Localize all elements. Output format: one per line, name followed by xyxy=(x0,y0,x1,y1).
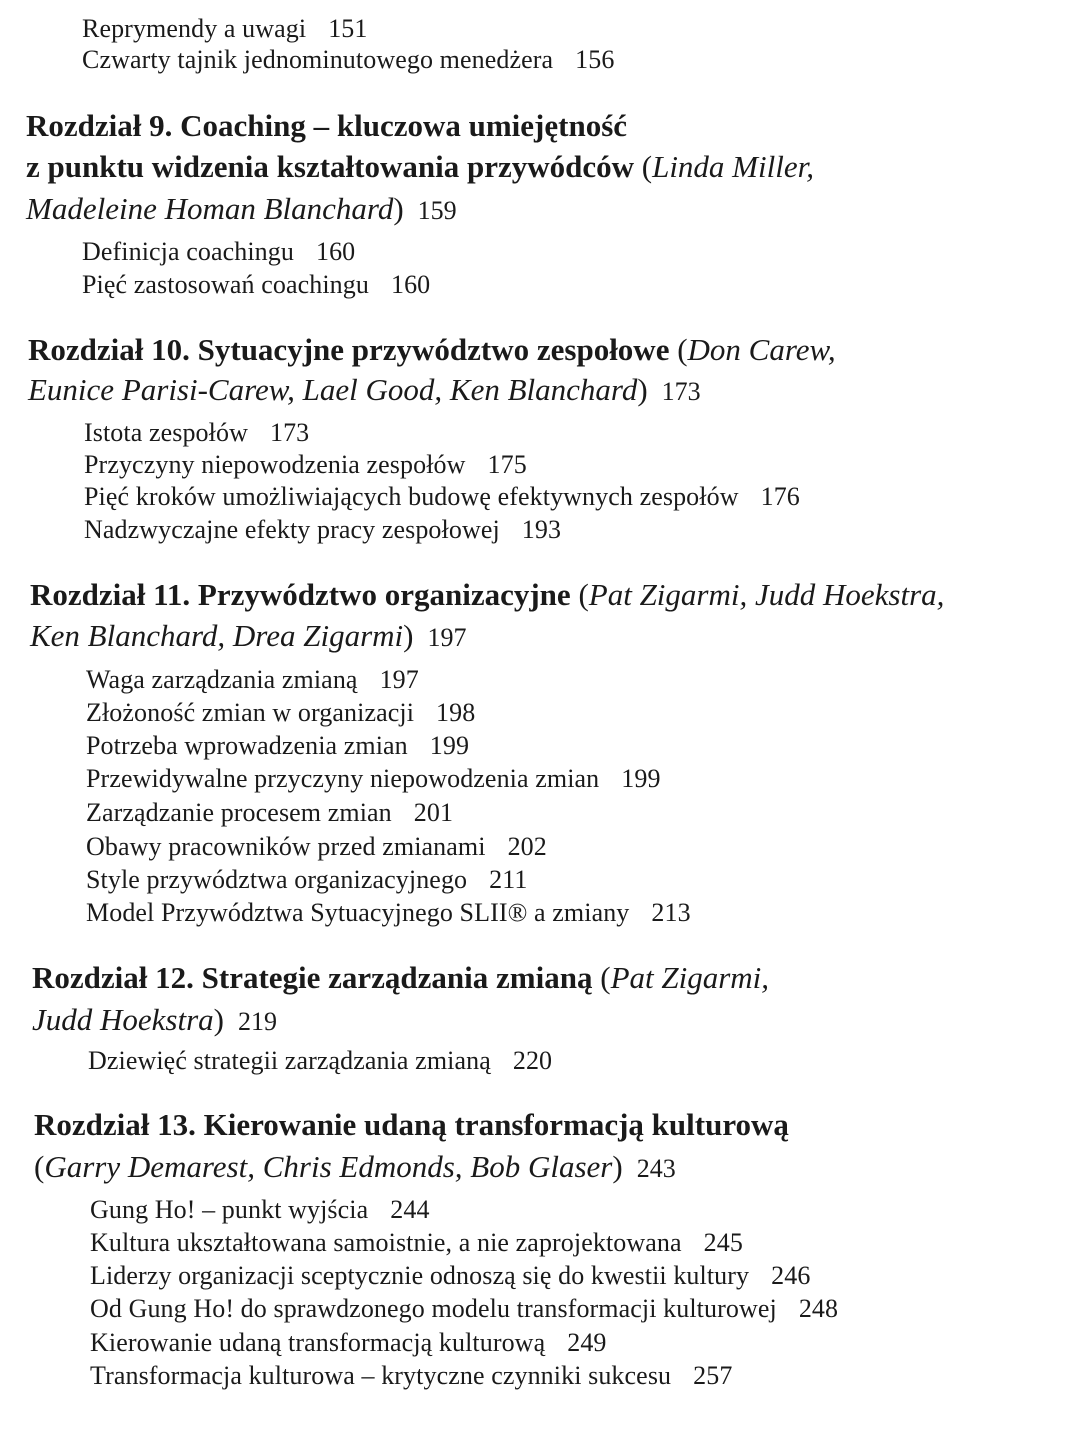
chapter-heading xyxy=(34,1105,789,1145)
chapter-title: Sytuacyjne przywództwo zespołowe xyxy=(197,332,670,367)
chapter-number: Rozdział 13. xyxy=(34,1107,196,1142)
entry-page: 173 xyxy=(269,418,310,447)
entry-title: Przyczyny niepowodzenia zespołów xyxy=(84,450,466,479)
chapter-authors: Don Carew, xyxy=(687,332,836,367)
chapter-authors-line: Madeleine Homan Blanchard) 159 xyxy=(26,191,457,226)
entry-title: Reprymendy a uwagi xyxy=(82,14,307,43)
toc-entry xyxy=(90,1328,607,1358)
entry-title: Obawy pracowników przed zmianami xyxy=(86,832,486,861)
chapter-number: Rozdział 11. xyxy=(30,577,191,612)
toc-entry xyxy=(86,898,691,928)
chapter-page: 197 xyxy=(427,623,467,652)
chapter-title: Strategie zarządzania zmianą xyxy=(201,960,593,995)
entry-page: 199 xyxy=(429,731,470,760)
chapter-number: Rozdział 12. xyxy=(32,960,194,995)
entry-page: 202 xyxy=(507,832,547,861)
entry-page: 198 xyxy=(436,698,476,727)
entry-page: 199 xyxy=(621,764,661,793)
chapter-number: Rozdział 9. xyxy=(26,108,173,143)
toc-entry xyxy=(84,482,800,512)
entry-title: Liderzy organizacji sceptycznie odnoszą się do kwestii kultury xyxy=(90,1261,750,1290)
toc-entry xyxy=(86,865,527,895)
toc-entry xyxy=(86,764,661,794)
entry-title: Waga zarządzania zmianą xyxy=(86,665,358,694)
chapter-authors-continued: Ken Blanchard, Drea Zigarmi xyxy=(30,618,404,653)
toc-entry xyxy=(86,832,547,862)
chapter-authors-continued: Judd Hoekstra xyxy=(32,1002,214,1037)
entry-page: 193 xyxy=(521,515,562,544)
chapter-authors-line: Judd Hoekstra) 219 xyxy=(32,1002,277,1037)
toc-entry xyxy=(90,1228,743,1258)
entry-page: 257 xyxy=(693,1361,733,1390)
chapter-heading xyxy=(26,106,627,146)
entry-title: Czwarty tajnik jednominutowego menedżera xyxy=(82,45,554,74)
entry-page: 160 xyxy=(315,237,356,266)
chapter-title: Przywództwo organizacyjne xyxy=(197,577,571,612)
entry-title: Dziewięć strategii zarządzania zmianą xyxy=(88,1046,491,1075)
entry-title: Przewidywalne przyczyny niepowodzenia zmian xyxy=(86,764,600,793)
chapter-authors-continued: Madeleine Homan Blanchard xyxy=(26,191,394,226)
entry-title: Style przywództwa organizacyjnego xyxy=(86,865,468,894)
entry-title: Istota zespołów xyxy=(84,418,248,447)
chapter-authors: Pat Zigarmi, Judd Hoekstra, xyxy=(588,577,945,612)
chapter-heading-continued: z punktu widzenia kształtowania przywódców (Linda Miller, xyxy=(26,149,814,184)
chapter-authors: Pat Zigarmi, xyxy=(610,960,770,995)
entry-title: Złożoność zmian w organizacji xyxy=(86,698,415,727)
chapter-page: 243 xyxy=(636,1154,676,1183)
entry-title: Nadzwyczajne efekty pracy zespołowej xyxy=(84,515,500,544)
toc-entry xyxy=(84,515,561,545)
entry-page: 151 xyxy=(328,14,368,43)
entry-title: Gung Ho! – punkt wyjścia xyxy=(90,1195,369,1224)
entry-page: 249 xyxy=(567,1328,607,1357)
entry-title: Model Przywództwa Sytuacyjnego SLII® a zmiany xyxy=(86,898,630,927)
toc-entry xyxy=(82,14,368,44)
entry-page: 220 xyxy=(512,1046,553,1075)
chapter-heading: Rozdział 12. Strategie zarządzania zmianą (Pat Zigarmi, xyxy=(32,960,770,995)
chapter-authors-line: Eunice Parisi-Carew, Lael Good, Ken Blanchard) 173 xyxy=(28,372,701,407)
toc-entry xyxy=(82,270,430,300)
toc-entry xyxy=(84,418,309,448)
toc-entry xyxy=(82,237,355,267)
entry-page: 156 xyxy=(575,45,615,74)
toc-entry xyxy=(84,450,527,480)
chapter-authors: Garry Demarest, Chris Edmonds, Bob Glaser xyxy=(44,1149,613,1184)
entry-title: Kultura ukształtowana samoistnie, a nie zaprojektowana xyxy=(90,1228,682,1257)
entry-page: 213 xyxy=(651,898,691,927)
toc-entry xyxy=(86,731,469,761)
chapter-title: Coaching – kluczowa umiejętność xyxy=(180,108,628,143)
entry-title: Od Gung Ho! do sprawdzonego modelu transformacji kulturowej xyxy=(90,1294,777,1323)
entry-title: Zarządzanie procesem zmian xyxy=(86,798,392,827)
entry-title: Pięć kroków umożliwiających budowę efektywnych zespołów xyxy=(84,482,739,511)
entry-title: Potrzeba wprowadzenia zmian xyxy=(86,731,408,760)
chapter-authors-line: (Garry Demarest, Chris Edmonds, Bob Glaser) 243 xyxy=(34,1149,676,1184)
toc-entry xyxy=(90,1294,838,1324)
entry-page: 244 xyxy=(390,1195,430,1224)
chapter-heading: Rozdział 11. Przywództwo organizacyjne (Pat Zigarmi, Judd Hoekstra, xyxy=(30,577,945,612)
entry-page: 160 xyxy=(390,270,431,299)
toc-entry xyxy=(90,1261,810,1291)
toc-entry xyxy=(90,1195,430,1225)
entry-page: 248 xyxy=(798,1294,839,1323)
chapter-title: Kierowanie udaną transformacją kulturową xyxy=(203,1107,789,1142)
toc-entry xyxy=(88,1046,552,1076)
toc-entry xyxy=(90,1361,732,1391)
entry-page: 246 xyxy=(771,1261,811,1290)
entry-page: 197 xyxy=(379,665,419,694)
chapter-page: 159 xyxy=(417,196,457,225)
toc-entry xyxy=(86,798,453,828)
entry-title: Pięć zastosowań coachingu xyxy=(82,270,369,299)
entry-page: 201 xyxy=(413,798,454,827)
entry-page: 211 xyxy=(489,865,528,894)
chapter-authors-continued: Eunice Parisi-Carew, Lael Good, Ken Blanchard xyxy=(28,372,638,407)
chapter-page: 219 xyxy=(237,1007,277,1036)
chapter-page: 173 xyxy=(661,377,701,406)
entry-title: Kierowanie udaną transformacją kulturową xyxy=(90,1328,546,1357)
entry-page: 176 xyxy=(760,482,800,511)
toc-entry xyxy=(86,698,475,728)
toc-entry xyxy=(86,665,419,695)
entry-page: 245 xyxy=(703,1228,743,1257)
entry-title: Transformacja kulturowa – krytyczne czynniki sukcesu xyxy=(90,1361,672,1390)
toc-entry xyxy=(82,45,614,75)
entry-title: Definicja coachingu xyxy=(82,237,294,266)
chapter-number: Rozdział 10. xyxy=(28,332,190,367)
chapter-title-continued: z punktu widzenia kształtowania przywódców xyxy=(26,149,634,184)
chapter-authors-line: Ken Blanchard, Drea Zigarmi) 197 xyxy=(30,618,467,653)
entry-page: 175 xyxy=(487,450,527,479)
chapter-authors: Linda Miller, xyxy=(652,149,814,184)
chapter-heading: Rozdział 10. Sytuacyjne przywództwo zespołowe (Don Carew, xyxy=(28,332,836,367)
